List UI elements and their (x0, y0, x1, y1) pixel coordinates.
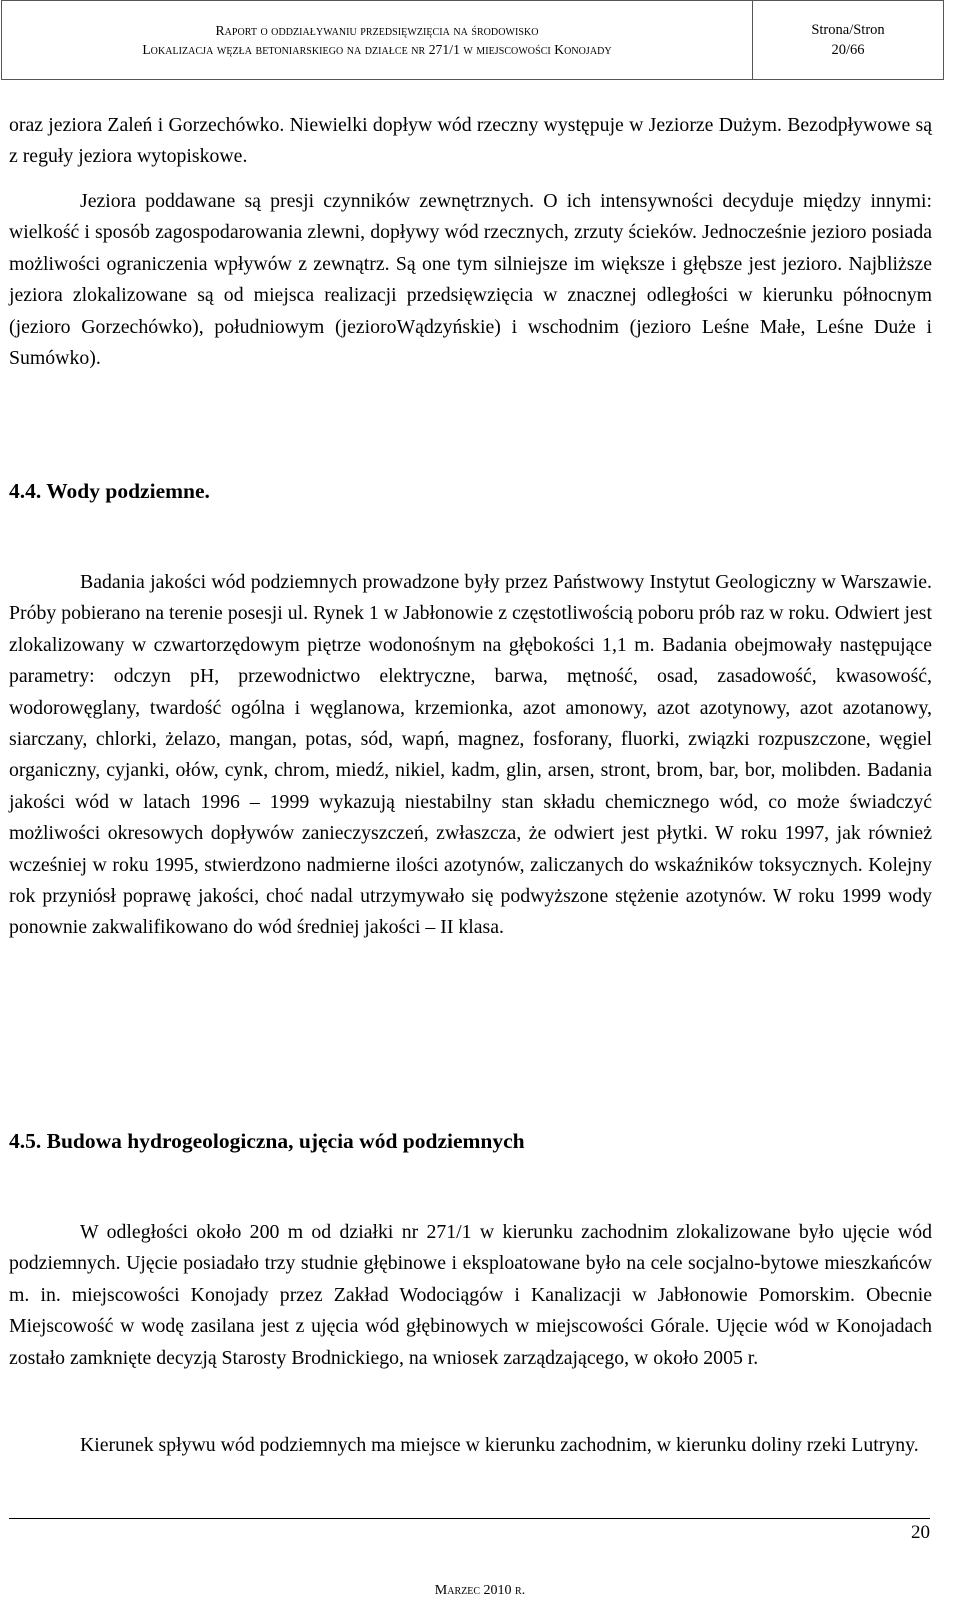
paragraph-lakes-end: oraz jeziora Zaleń i Gorzechówko. Niewielki dopływ wód rzeczny występuje w Jeziorze Dużym. Bezodpływowe są z reguły jeziora wytopiskowe. (9, 114, 932, 168)
report-title-line1: Raport o oddziaływaniu przedsięwzięcia na środowisko (215, 23, 539, 38)
paragraph-water-intake: W odległości około 200 m od działki nr 271/1 w kierunku zachodnim zlokalizowane było ujęcie wód podziemnych. Ujęcie posiadało trzy studnie głębinowe i eksploatowane było na cele socjalno-bytowe mieszkańców m. in. miejscowości Konojady przez Zakład Wodociągów i Kanalizacji w Jabłonowie Pomorskim. Obecnie Miejscowość w wodę zasilana jest z ujęcia wód głębinowych w miejscowości Górale. Ujęcie wód w Konojadach zostało zamknięte decyzją Starosty Brodnickiego, na wniosek zarządzającego, w około 2005 r. (9, 1221, 932, 1369)
footer-divider (9, 1518, 930, 1519)
report-title-cell (2, 1, 753, 79)
paragraph-groundwater-quality: Badania jakości wód podziemnych prowadzone były przez Państwowy Instytut Geologiczny w Warszawie. Próby pobierano na terenie posesji ul. Rynek 1 w Jabłonowie z częstotliwością poboru prób raz w roku. Odwiert jest zlokalizowany w czwartorzędowym piętrze wodonośnym na głębokości 1,1 m. Badania obejmowały następujące parametry: odczyn pH, przewodnictwo elektryczne, barwa, mętność, osad, zasadowość, kwasowość, wodorowęglany, twardość ogólna i węglanowa, krzemionka, azot amonowy, azot azotynowy, azot azotanowy, siarczany, chlorki, żelazo, mangan, potas, sód, wapń, magnez, fosforany, fluorki, związki rozpuszczone, węgiel organiczny, cyjanki, ołów, cynk, chrom, miedź, nikiel, kadm, glin, arsen, stront, brom, bar, bor, molibden. Badania jakości wód w latach 1996 – 1999 wykazują niestabilny stan składu chemicznego wód, co może świadczyć możliwości okresowych dopływów zanieczyszczeń, zwłaszcza, że odwiert jest płytki. W roku 1997, jak również wcześniej w roku 1995, stwierdzono nadmierne ilości azotynów, zaliczanych do wskaźników toksycznych. Kolejny rok przyniósł poprawę jakości, choć nadal utrzymywało się podwyższone stężenie azotynów. W roku 1999 wody ponownie zakwalifikowano do wód średniej jakości – II klasa. (9, 571, 932, 939)
page-count-value: 20/66 (831, 42, 865, 58)
page-count-label: Strona/Stron (811, 22, 885, 38)
section-heading-groundwater: 4.4. Wody podziemne. (9, 479, 210, 503)
report-title-line2: Lokalizacja węzła betoniarskiego na działce nr 271/1 w miejscowości Konojady (142, 42, 612, 57)
paragraph-flow-direction: Kierunek spływu wód podziemnych ma miejsce w kierunku zachodnim, w kierunku doliny rzeki Lutryny. (80, 1434, 919, 1456)
section-heading-hydrogeology: 4.5. Budowa hydrogeologiczna, ujęcia wód podziemnych (9, 1129, 525, 1153)
footer-date: Marzec 2010 r. (434, 1583, 526, 1598)
page-count-cell (753, 1, 943, 79)
page-number: 20 (911, 1522, 930, 1543)
page-header (1, 0, 944, 80)
paragraph-lakes-pressure: Jeziora poddawane są presji czynników zewnętrznych. O ich intensywności decyduje między innymi: wielkość i sposób zagospodarowania zlewni, dopływy wód rzecznych, zrzuty ścieków. Jednocześnie jezioro posiada możliwości ograniczenia wpływów z zewnątrz. Są one tym silniejsze im większe i głębsze jest jezioro. Najbliższe jeziora zlokalizowane są od miejsca realizacji przedsięwzięcia w znacznej odległości w kierunku północnym (jezioro Gorzechówko), południowym (jezioroWądzyńskie) i wschodnim (jezioro Leśne Małe, Leśne Duże i Sumówko). (9, 190, 932, 370)
